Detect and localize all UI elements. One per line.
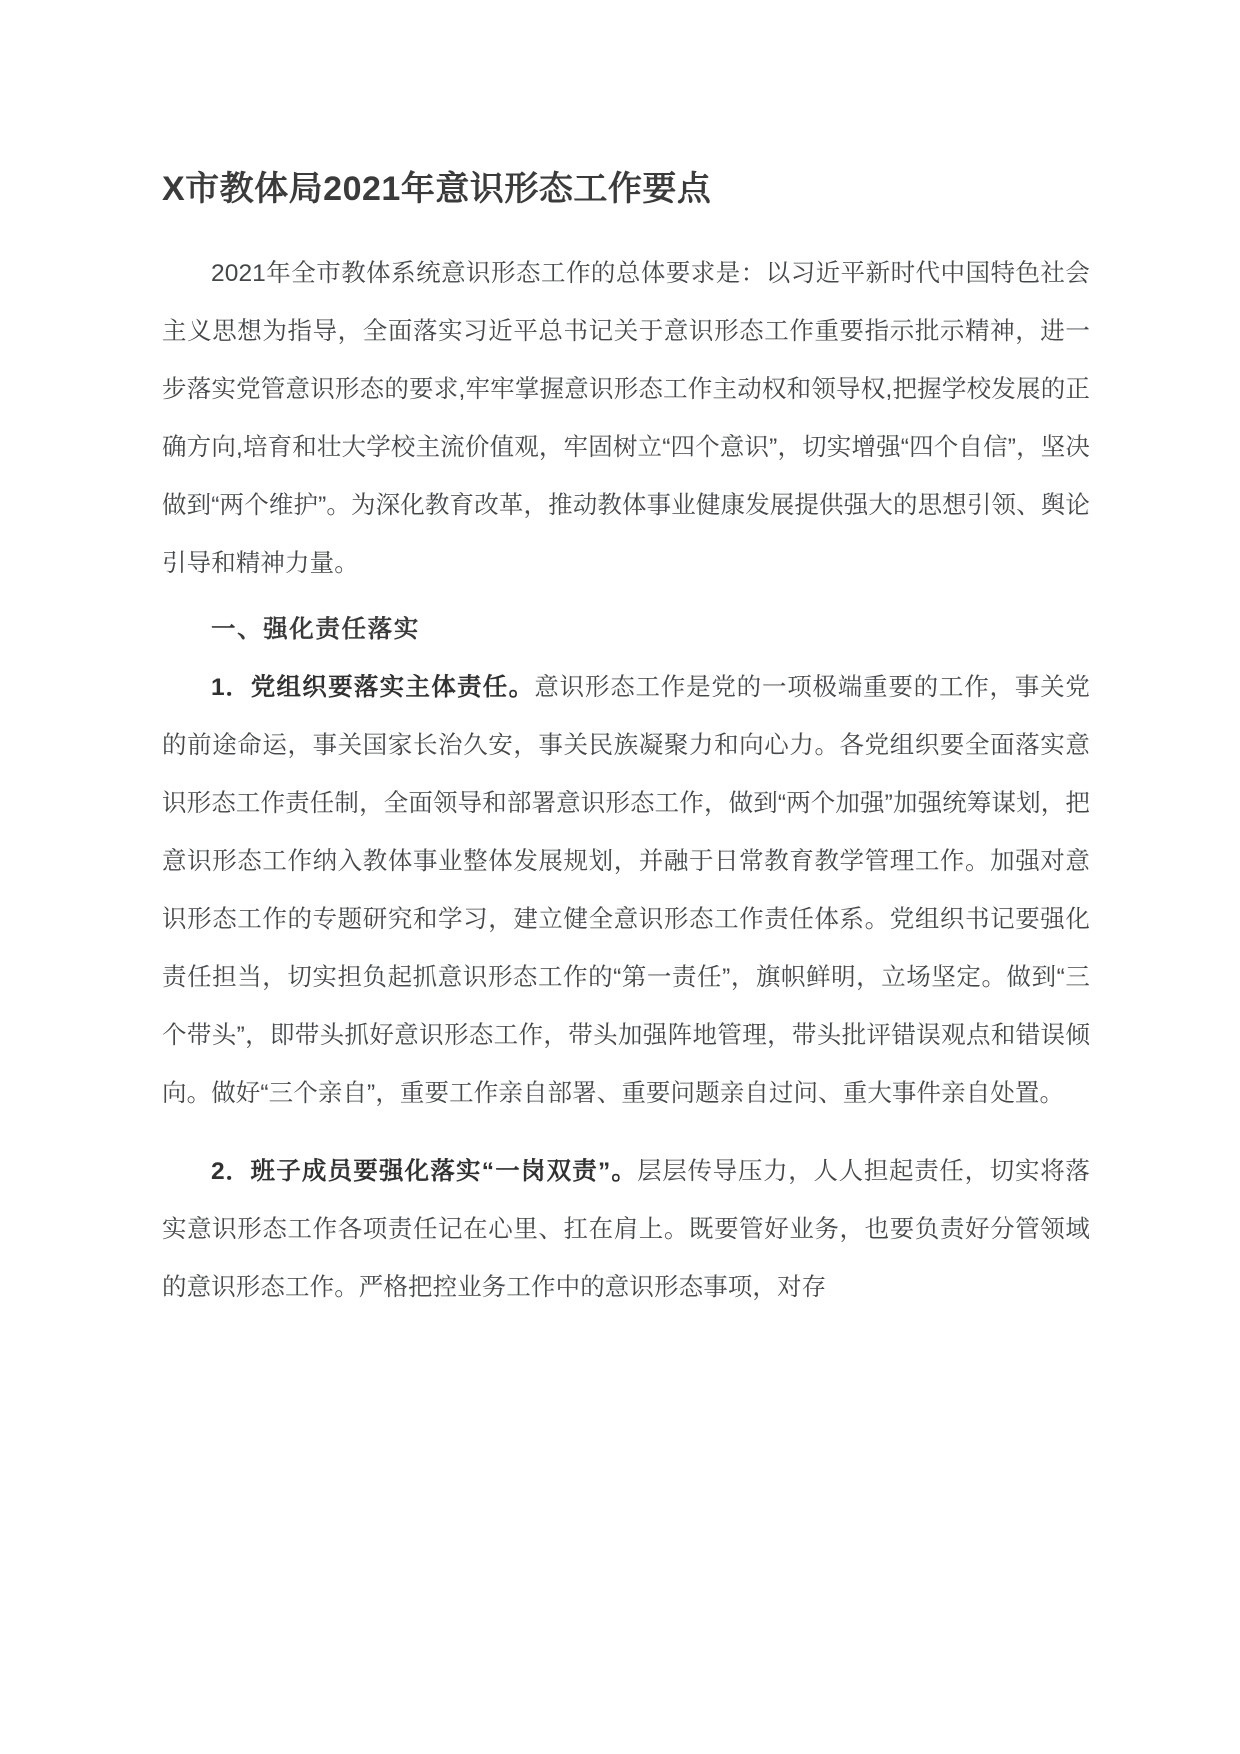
intro-paragraph: 2021年全市教体系统意识形态工作的总体要求是：以习近平新时代中国特色社会主义思想为指导，全面落实习近平总书记关于意识形态工作重要指示批示精神，进一步落实党管意识形态的要求,牢牢掌握意识形态工作主动权和领导权,把握学校发展的正确方向,培育和壮大学校主流价值观，牢固树立“四个意识”，切实增强“四个自信”，坚决做到“两个维护”。为深化教育改革，推动教体事业健康发展提供强大的思想引领、舆论引导和精神力量。 [162, 259, 1090, 577]
item-2-text: 层层传导压力，人人担起责任，切实将落实意识形态工作各项责任记在心里、扛在肩上。既要管好业务，也要负责好分管领域的意识形态工作。严格把控业务工作中的意识形态事项，对存 [162, 1157, 1090, 1301]
item-1-number: 1． [211, 673, 251, 701]
section-heading-1: 一、强化责任落实 [211, 615, 420, 643]
item-2-number: 2． [211, 1157, 251, 1185]
item-1-lead: 党组织要落实主体责任。 [250, 673, 535, 701]
item-1-text: 意识形态工作是党的一项极端重要的工作，事关党的前途命运，事关国家长治久安，事关民族凝聚力和向心力。各党组织要全面落实意识形态工作责任制，全面领导和部署意识形态工作，做到“两个加强”加强统筹谋划，把意识形态工作纳入教体事业整体发展规划，并融于日常教育教学管理工作。加强对意识形态工作的专题研究和学习，建立健全意识形态工作责任体系。党组织书记要强化责任担当，切实担负起抓意识形态工作的“第一责任”，旗帜鲜明，立场坚定。做到“三个带头”，即带头抓好意识形态工作，带头加强阵地管理，带头批评错误观点和错误倾向。做好“三个亲自”，重要工作亲自部署、重要问题亲自过问、重大事件亲自处置。 [162, 673, 1090, 1107]
numbered-item-2 [162, 1143, 1090, 1317]
document-body [162, 245, 1090, 1317]
page-title: X市教体局2021年意识形态工作要点 [162, 170, 712, 208]
item-2-lead: 班子成员要强化落实“一岗双责”。 [250, 1157, 638, 1185]
numbered-item-1 [162, 659, 1090, 1123]
